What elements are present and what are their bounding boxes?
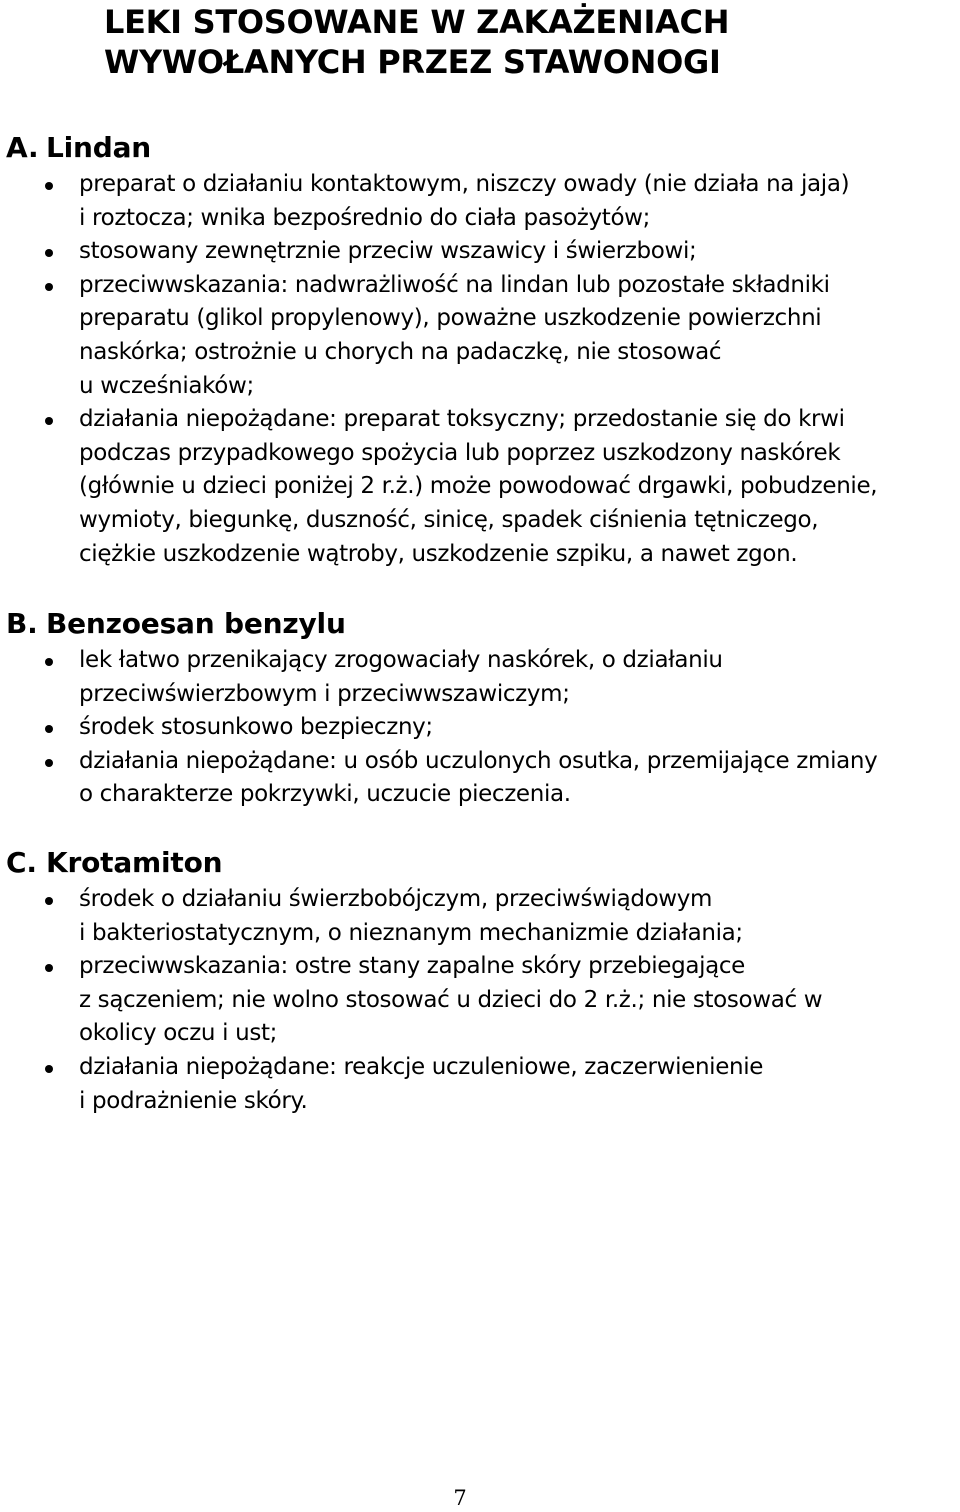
list-item-line: u wcześniaków;	[79, 372, 254, 399]
list-item-line: stosowany zewnętrznie przeciw wszawicy i świerzbowi;	[79, 238, 697, 265]
list-item-line: lek łatwo przenikający zrogowaciały naskórek, o działaniu	[79, 647, 723, 673]
list-item-line: o charakterze pokrzywki, uczucie pieczenia.	[79, 781, 571, 808]
bullet-icon	[45, 964, 53, 972]
bullet-icon	[45, 658, 53, 666]
list-item	[0, 711, 960, 745]
list-item	[0, 168, 960, 235]
bullet-icon	[45, 417, 53, 425]
list-item-line: podczas przypadkowego spożycia lub poprzez uszkodzony naskórek	[79, 439, 841, 466]
bullet-icon	[45, 283, 53, 291]
list-item-line: okolicy oczu i ust;	[79, 1020, 278, 1047]
list-item-line: z sączeniem; nie wolno stosować u dzieci do 2 r.ż.; nie stosować w	[79, 986, 823, 1013]
bullet-icon	[45, 897, 53, 905]
page-title-line-2: WYWOŁANYCH PRZEZ STAWONOGI	[104, 43, 721, 81]
bullet-icon	[45, 182, 53, 190]
list-item-line: preparatu (glikol propylenowy), poważne uszkodzenie powierzchni	[79, 305, 822, 332]
list-item	[0, 644, 960, 711]
list-item	[0, 745, 960, 812]
list-item	[0, 269, 960, 403]
drug-section	[0, 128, 960, 571]
page-number: 7	[453, 1486, 467, 1510]
list-item	[0, 1051, 960, 1118]
bullet-icon	[45, 249, 53, 257]
list-item	[0, 883, 960, 950]
list-item-line: przeciwwskazania: ostre stany zapalne skóry przebiegające	[79, 953, 745, 980]
drug-section	[0, 604, 960, 812]
bullet-icon	[45, 759, 53, 767]
list-item-line: i bakteriostatycznym, o nieznanym mechanizmie działania;	[79, 919, 743, 946]
list-item-line: (głównie u dzieci poniżej 2 r.ż.) może powodować drgawki, pobudzenie,	[79, 473, 878, 500]
bullet-list	[0, 168, 960, 571]
list-item-line: przeciwświerzbowym i przeciwwszawiczym;	[79, 680, 570, 707]
list-item-line: i roztocza; wnika bezpośrednio do ciała pasożytów;	[79, 204, 651, 231]
list-item	[0, 235, 960, 269]
drug-section	[0, 843, 960, 1118]
section-letter: B.	[6, 607, 38, 640]
page-title-line-1: LEKI STOSOWANE W ZAKAŻENIACH	[104, 3, 730, 41]
list-item-line: naskórka; ostrożnie u chorych na padaczkę, nie stosować	[79, 338, 722, 365]
list-item-line: ciężkie uszkodzenie wątroby, uszkodzenie szpiku, a nawet zgon.	[79, 540, 798, 567]
list-item	[0, 950, 960, 1051]
section-letter: A.	[6, 131, 39, 164]
bullet-list	[0, 883, 960, 1118]
list-item-line: środek o działaniu świerzbobójczym, przeciwświądowym	[79, 886, 713, 912]
list-item-line: wymioty, biegunkę, duszność, sinicę, spadek ciśnienia tętniczego,	[79, 506, 819, 533]
bullet-icon	[45, 1065, 53, 1073]
section-drug-name: Benzoesan benzylu	[46, 607, 346, 640]
section-heading	[6, 843, 960, 883]
section-drug-name: Krotamiton	[46, 846, 223, 879]
list-item-line: działania niepożądane: reakcje uczuleniowe, zaczerwienienie	[79, 1053, 764, 1080]
list-item	[0, 403, 960, 571]
section-heading	[6, 604, 960, 644]
bullet-list	[0, 644, 960, 812]
list-item-line: preparat o działaniu kontaktowym, niszczy owady (nie działa na jaja)	[79, 171, 850, 197]
page-title	[104, 2, 944, 82]
list-item-line: środek stosunkowo bezpieczny;	[79, 714, 433, 741]
list-item-line: przeciwwskazania: nadwrażliwość na lindan lub pozostałe składniki	[79, 271, 830, 298]
bullet-icon	[45, 725, 53, 733]
list-item-line: i podrażnienie skóry.	[79, 1087, 308, 1114]
section-drug-name: Lindan	[46, 131, 152, 164]
list-item-line: działania niepożądane: u osób uczulonych osutka, przemijające zmiany	[79, 747, 878, 774]
section-letter: C.	[6, 846, 37, 879]
list-item-line: działania niepożądane: preparat toksyczny; przedostanie się do krwi	[79, 406, 845, 433]
section-heading	[6, 128, 960, 168]
